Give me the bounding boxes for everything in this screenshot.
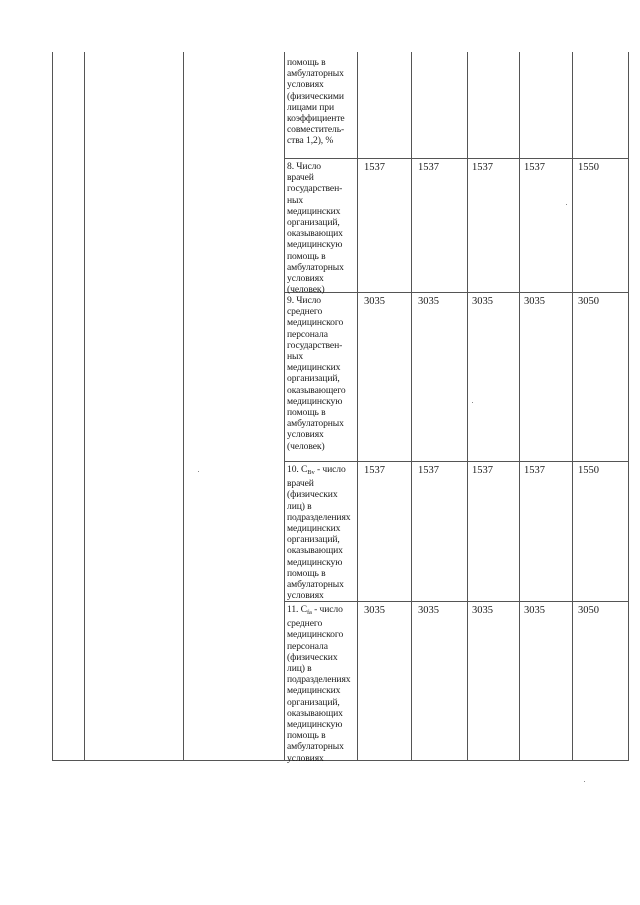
value-cell: 3035 bbox=[472, 605, 493, 616]
value-cell: 1537 bbox=[364, 465, 385, 476]
value-cell: 3035 bbox=[472, 296, 493, 307]
value-cell: 1537 bbox=[524, 465, 545, 476]
scan-speck bbox=[198, 471, 199, 472]
indicator-label bbox=[287, 604, 357, 764]
column-line bbox=[183, 52, 184, 761]
value-cell: 3035 bbox=[524, 605, 545, 616]
indicator-label-subscript: fa bbox=[306, 609, 312, 616]
indicator-label: помощь в амбулаторных условиях (физическими лицами при коэффициенте совместитель- ства 1,2), % bbox=[287, 57, 345, 147]
value-cell: 1537 bbox=[472, 162, 493, 173]
value-cell: 1537 bbox=[524, 162, 545, 173]
value-cell: 3050 bbox=[578, 296, 599, 307]
scan-speck bbox=[472, 402, 473, 403]
indicator-label-subscript: Bv bbox=[307, 469, 315, 476]
indicator-label: 9. Число среднего медицинского персонала государствен- ных медицинских организаций, оказывающего медицинскую помощь в амбулаторных условиях (человек) bbox=[287, 295, 346, 452]
column-line bbox=[628, 52, 629, 761]
value-cell: 1537 bbox=[364, 162, 385, 173]
value-cell: 3050 bbox=[578, 605, 599, 616]
value-cell: 3035 bbox=[364, 296, 385, 307]
value-cell: 3035 bbox=[418, 605, 439, 616]
value-cell: 1550 bbox=[578, 465, 599, 476]
value-cell: 1537 bbox=[472, 465, 493, 476]
value-cell: 3035 bbox=[418, 296, 439, 307]
column-line bbox=[84, 52, 85, 761]
indicator-label: 8. Число врачей государствен- ных медицинских организаций, оказывающих медицинскую помощь в амбулаторных условиях (человек) bbox=[287, 161, 344, 296]
row-separator bbox=[284, 158, 628, 159]
indicator-label bbox=[287, 464, 357, 601]
value-cell: 3035 bbox=[524, 296, 545, 307]
indicator-label-rest: - число врачей (физических лиц) в подразделениях медицинских организаций, оказывающих медицинскую помощь в амбулаторных условиях bbox=[287, 464, 351, 602]
indicator-label-rest: - число среднего медицинского персонала (физических лиц) в подразделениях медицинских организаций, оказывающих медицинскую помощь в амбулаторных условиях bbox=[287, 604, 351, 764]
scan-speck bbox=[566, 204, 567, 205]
scan-speck bbox=[584, 781, 585, 782]
row-separator bbox=[284, 461, 628, 462]
column-line bbox=[52, 52, 53, 761]
indicator-label-prefix: 11. C bbox=[287, 604, 307, 615]
value-cell: 1537 bbox=[418, 465, 439, 476]
value-cell: 1537 bbox=[418, 162, 439, 173]
indicator-label-prefix: 10. C bbox=[287, 464, 308, 475]
value-cell: 1550 bbox=[578, 162, 599, 173]
value-cell: 3035 bbox=[364, 605, 385, 616]
